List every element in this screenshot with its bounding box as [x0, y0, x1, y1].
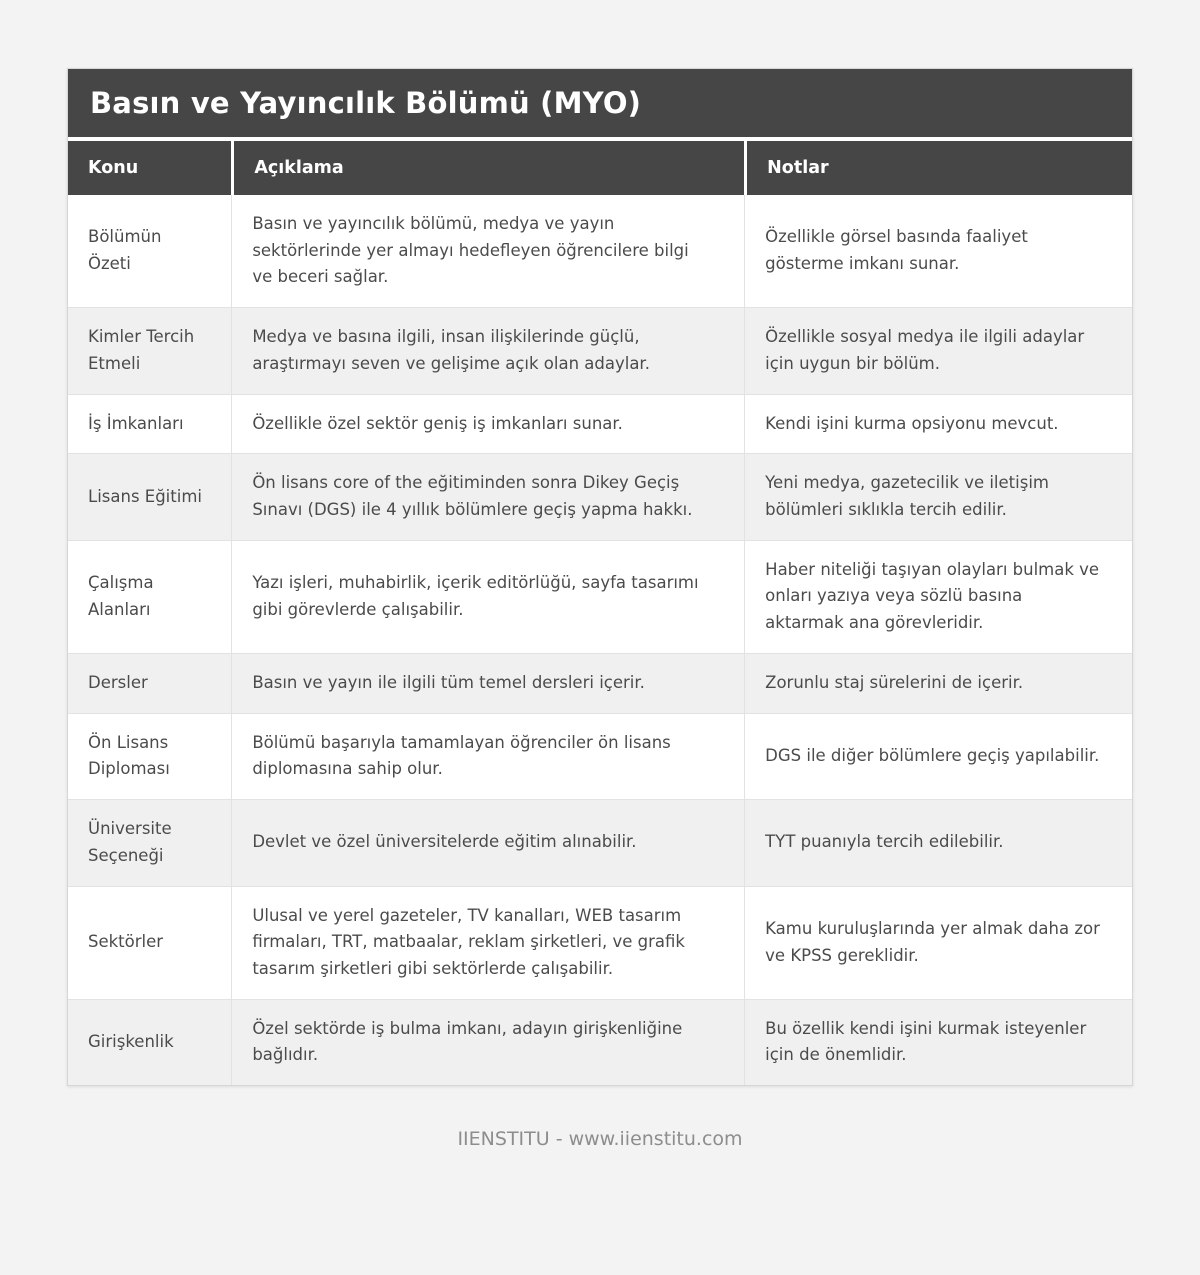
table-row: [68, 540, 1132, 653]
notlar-text: Özellikle sosyal medya ile ilgili adaylar için uygun bir bölüm.: [765, 327, 1085, 373]
column-header-notlar: Notlar: [744, 141, 1132, 195]
konu-text: İş İmkanları: [88, 413, 184, 433]
aciklama-text: Devlet ve özel üniversitelerde eğitim alınabilir.: [252, 832, 637, 852]
notlar-text: Kamu kuruluşlarında yer almak daha zor ve KPSS gereklidir.: [765, 918, 1100, 965]
notlar-text: Yeni medya, gazetecilik ve iletişim bölümleri sıklıkla tercih edilir.: [765, 473, 1049, 520]
konu-cell: [68, 395, 231, 454]
notlar-text: TYT puanıyla tercih edilebilir.: [765, 832, 1004, 852]
konu-text: Lisans Eğitimi: [88, 486, 202, 506]
aciklama-cell: [231, 308, 744, 393]
aciklama-text: Özel sektörde iş bulma imkanı, adayın girişkenliğine bağlıdır.: [252, 1018, 683, 1065]
notlar-text: DGS ile diğer bölümlere geçiş yapılabilir.: [765, 745, 1100, 765]
notlar-text: Özellikle görsel basında faaliyet gösterme imkanı sunar.: [765, 227, 1028, 274]
notlar-cell: [744, 800, 1132, 885]
konu-text: Ön Lisans Diploması: [88, 732, 170, 779]
aciklama-cell: [231, 541, 744, 653]
aciklama-text: Medya ve basına ilgili, insan ilişkilerinde güçlü, araştırmayı seven ve gelişime açık olan adaylar.: [252, 327, 650, 373]
notlar-text: Zorunlu staj sürelerini de içerir.: [765, 672, 1024, 692]
table-row: [68, 713, 1132, 799]
table-row: [68, 999, 1132, 1085]
aciklama-cell: [231, 714, 744, 799]
konu-text: Sektörler: [88, 932, 164, 952]
konu-cell: [68, 454, 231, 539]
table-row: [68, 799, 1132, 885]
notlar-cell: [744, 195, 1132, 307]
konu-text: Üniversite Seçeneği: [88, 819, 172, 865]
konu-text: Girişkenlik: [88, 1032, 174, 1052]
column-header-aciklama: Açıklama: [231, 141, 744, 195]
aciklama-cell: [231, 654, 744, 713]
aciklama-text: Basın ve yayın ile ilgili tüm temel dersleri içerir.: [252, 672, 645, 692]
aciklama-text: Yazı işleri, muhabirlik, içerik editörlüğü, sayfa tasarımı gibi görevlerde çalışabilir.: [252, 573, 699, 619]
konu-text: Bölümün Özeti: [88, 227, 162, 274]
konu-text: Dersler: [88, 672, 148, 692]
konu-cell: [68, 887, 231, 999]
table-row: [68, 394, 1132, 454]
aciklama-text: Ulusal ve yerel gazeteler, TV kanalları, WEB tasarım firmaları, TRT, matbaalar, reklam şirketleri, ve grafik tasarım şirketleri gibi sektörlerde çalışabilir.: [252, 905, 685, 978]
aciklama-cell: [231, 800, 744, 885]
aciklama-cell: [231, 887, 744, 999]
notlar-cell: [744, 308, 1132, 393]
aciklama-cell: [231, 195, 744, 307]
aciklama-cell: [231, 454, 744, 539]
konu-text: Çalışma Alanları: [88, 573, 154, 619]
table-row: [68, 195, 1132, 307]
notlar-cell: [744, 454, 1132, 539]
aciklama-text: Ön lisans core of the eğitiminden sonra Dikey Geçiş Sınavı (DGS) ile 4 yıllık bölümlere geçiş yapma hakkı.: [252, 473, 693, 520]
notlar-text: Haber niteliği taşıyan olayları bulmak ve onları yazıya veya sözlü basına aktarmak ana görevleridir.: [765, 559, 1100, 633]
table-header-row: [68, 141, 1132, 195]
table-row: [68, 307, 1132, 393]
konu-cell: [68, 714, 231, 799]
notlar-cell: [744, 395, 1132, 454]
department-info-table: [67, 68, 1133, 1086]
aciklama-text: Basın ve yayıncılık bölümü, medya ve yayın sektörlerinde yer almayı hedefleyen öğrencilere bilgi ve beceri sağlar.: [252, 214, 689, 287]
page-title: Basın ve Yayıncılık Bölümü (MYO): [90, 86, 642, 120]
aciklama-cell: [231, 1000, 744, 1085]
konu-cell: [68, 1000, 231, 1085]
notlar-cell: [744, 714, 1132, 799]
konu-cell: [68, 195, 231, 307]
notlar-text: Bu özellik kendi işini kurmak isteyenler için de önemlidir.: [765, 1018, 1087, 1065]
aciklama-text: Özellikle özel sektör geniş iş imkanları sunar.: [252, 413, 623, 433]
notlar-cell: [744, 887, 1132, 999]
table-row: [68, 886, 1132, 999]
column-header-konu: Konu: [88, 158, 139, 178]
notlar-text: Kendi işini kurma opsiyonu mevcut.: [765, 413, 1059, 433]
notlar-cell: [744, 1000, 1132, 1085]
konu-cell: [68, 541, 231, 653]
konu-cell: [68, 654, 231, 713]
aciklama-text: Bölümü başarıyla tamamlayan öğrenciler ön lisans diplomasına sahip olur.: [252, 732, 671, 779]
table-title-bar: [68, 69, 1132, 141]
notlar-cell: [744, 654, 1132, 713]
table-row: [68, 453, 1132, 539]
konu-cell: [68, 308, 231, 393]
footer-credit: IIENSTITU - www.iienstitu.com: [457, 1128, 743, 1151]
notlar-cell: [744, 541, 1132, 653]
aciklama-cell: [231, 395, 744, 454]
konu-text: Kimler Tercih Etmeli: [88, 327, 195, 373]
table-row: [68, 653, 1132, 713]
konu-cell: [68, 800, 231, 885]
table-body: [68, 195, 1132, 1085]
